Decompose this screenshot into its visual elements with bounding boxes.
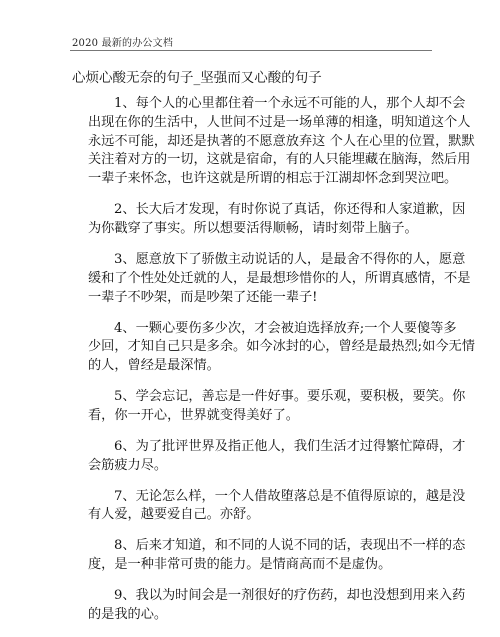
paragraph-line: 3、愿意放下了骄傲主动说话的人，是最舍不得你的人，愿意 xyxy=(114,251,466,267)
paragraph-line: 缓和了个性处处迁就的人，是最想珍惜你的人，所谓真感情，不是 xyxy=(88,270,471,286)
paragraph-line: 会筋疲力尽。 xyxy=(88,457,168,473)
paragraph-line: 出现在你的生活中，人世间不过是一场单薄的相逢，明知道这个人 xyxy=(88,114,471,130)
paragraph-line: 为你戳穿了事实。所以想要活得顺畅，请时刻带上脑子。 xyxy=(88,220,418,236)
paragraph xyxy=(88,388,466,426)
header-rule xyxy=(70,50,432,51)
paragraph-line: 的人，曾经是最深情。 xyxy=(88,358,220,374)
paragraph-line: 一辈子来怀念，也许这就是所谓的相忘于江湖却怀念到哭泣吧。 xyxy=(88,171,458,187)
paragraph-line: 4、一颗心要伤多少次，才会被迫选择放弃;一个人要傻等多 xyxy=(114,320,457,336)
paragraph-line: 1、每个人的心里都住着一个永远不可能的人，那个人却不会 xyxy=(114,96,466,111)
paragraph-line: 有人爱，越要爱自己。亦舒。 xyxy=(88,507,260,523)
paragraph xyxy=(88,587,466,625)
paragraph-line: 8、后来才知道，和不同的人说不同的话，表现出不一样的态 xyxy=(114,538,466,554)
paragraph xyxy=(88,95,475,189)
paragraph-line: 9、我以为时间会是一剂很好的疗伤药，却也没想到用来入药 xyxy=(114,588,466,604)
paragraph xyxy=(88,251,471,307)
paragraph xyxy=(88,438,466,476)
paragraph-line: 永远不可能，却还是执著的不愿意放弃这 个人在心里的位置，默默 xyxy=(88,133,475,149)
paragraph xyxy=(88,201,466,239)
paragraph xyxy=(88,320,475,376)
paragraph-line: 的是我的心。 xyxy=(88,607,168,623)
paragraph-line: 6、为了批评世界及指正他人，我们生活才过得繁忙障碍，才 xyxy=(114,438,466,454)
paragraph-line: 度，是一种非常可贵的能力。是情商高而不是虚伪。 xyxy=(88,557,392,573)
paragraph-line: 7、无论怎么样，一个人借故堕落总是不值得原谅的，越是没 xyxy=(114,488,466,504)
document-body xyxy=(88,95,475,637)
paragraph-line: 5、学会忘记，善忘是一件好事。要乐观，要积极，要笑。你 xyxy=(114,389,466,405)
paragraph-line: 少回，才知自己只是多余。如今冰封的心，曾经是最热烈;如今无情 xyxy=(88,339,475,355)
paragraph xyxy=(88,488,466,526)
document-title: 心烦心酸无奈的句子_坚强而又心酸的句子 xyxy=(72,70,322,86)
paragraph-line: 2、长大后才发现，有时你说了真话，你还得和人家道歉，因 xyxy=(114,202,466,218)
paragraph-line: 关注着对方的一切，这就是宿命，有的人只能埋藏在脑海，然后用 xyxy=(88,152,471,168)
paragraph-line: 一辈子不吵架，而是吵架了还能一辈子! xyxy=(88,289,318,305)
paragraph-line: 看，你一开心，世界就变得美好了。 xyxy=(88,407,299,423)
document-header: 2020 最新的办公文档 xyxy=(72,38,174,49)
paragraph xyxy=(88,537,466,575)
